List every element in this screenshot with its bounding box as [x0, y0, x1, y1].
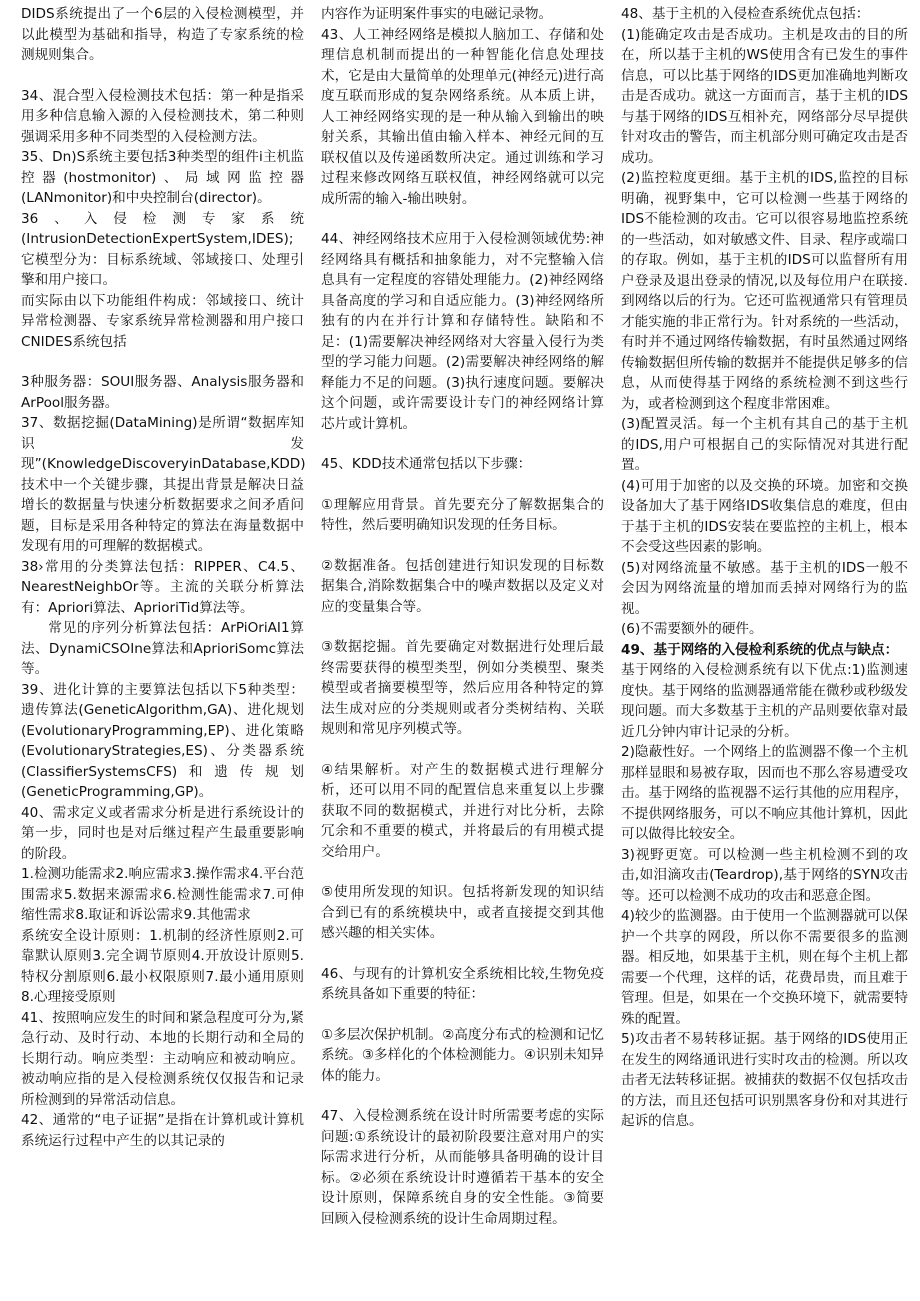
paragraph: 49、基于网络的入侵检利系统的优点与缺点： [621, 641, 899, 658]
paragraph: ③数据挖掘。首先要确定对数据进行处理后最终需要获得的模型类型，例如分类模型、聚类模型或者摘要模型等，然后应用各种特定的算法生成对应的分类规则或者分类树结构、关联规则和常见序列模式等。 [321, 639, 604, 737]
paragraph: 系统安全设计原则：1.机制的经济性原则2.可靠默认原则3.完全调节原则4.开放设计原则5.特权分割原则6.最小权限原则7.最小通用原则8.心理接受原则 [21, 927, 304, 1005]
paragraph: (1)能确定攻击是否成功。主机是攻击的目的所在，所以基于主机的WS使用含有已发生的事件信息，可以比基于网络的IDS更加准确地判断攻击是否成功。就这一方面而言，基于主机的IDS与基于网络的IDS互相补充，网络部分尽早提供针对攻击的警告，而主机部分则可确定攻击是否成功。 [621, 26, 908, 166]
text-column-left [21, 4, 304, 1151]
paragraph: 36、入侵检测专家系统(IntrusionDetectionExpertSystem,IDES);它模型分为：目标系统域、邻域接口、处理引擎和用户接口。 [21, 210, 304, 288]
paragraph-spacer [321, 434, 604, 454]
paragraph: ④结果解析。对产生的数据模式进行理解分析，还可以用不同的配置信息来重复以上步骤获取不同的数据模式，并进行对比分析，去除冗余和不重要的模式，并将最后的有用模式提交给用户。 [321, 761, 604, 860]
paragraph: 1.检测功能需求2.响应需求3.操作需求4.平台范围需求5.数据来源需求6.检测性能需求7.可伸缩性需求8.取证和诉讼需求9.其他需求 [21, 866, 304, 923]
paragraph: 38›常用的分类算法包括：RIPPER、C4.5、NearestNeighbOr等。主流的关联分析算法有：Apriori算法、AprioriTid算法等。 [21, 558, 304, 616]
paragraph: 3)视野更宽。可以检测一些主机检测不到的攻击,如泪滴攻击(Teardrop),基于网络的SYN攻击等。还可以检测不成功的攻击和恶意企图。 [621, 846, 908, 904]
paragraph: 43、人工神经网络是模拟人脑加工、存储和处理信息机制而提出的一种智能化信息处理技术，它是由大量简单的处理单元(神经元)进行高度互联而形成的复杂网络系统。从本质上讲，人工神经网络实现的是一种从输入到输出的映射关系，其输出值由输入样本、神经元间的互联权值以及传递函数所决定。通过训练和学习过程来修改网络互联权值，神经网络就可以完成所需的输入-输出映射。 [321, 26, 604, 207]
paragraph: ②数据准备。包括创建进行知识发现的目标数据集合,消除数据集合中的噪声数据以及定义对应的变量集合等。 [321, 557, 604, 615]
text-column-middle [321, 4, 604, 1229]
paragraph: 37、数据挖掘(DataMining)是所谓“数据库知识发现”(KnowledgeDiscoveryinDatabase,KDD)技术中一个关键步骤，其提出背景是解决日益增长的数据量与快速分析数据要求之间矛盾问题，目标是采用各种特定的算法在海量数据中发现有用的可理解的数据模式。 [21, 415, 306, 554]
paragraph: 5)攻击者不易转移证据。基于网络的IDS使用正在发生的网络通讯进行实时攻击的检测。所以攻击者无法转移证据。被捕获的数据不仅包括攻击的方法，而且还包括可识别黑客身份和对其进行起诉的信息。 [621, 1031, 908, 1129]
paragraph: 44、神经网络技术应用于入侵检测领域优势:神经网络具有概括和抽象能力，对不完整输入信息具有一定程度的容错处理能力。(2)神经网络具备高度的学习和自适应能力。(3)神经网络所独有的内在并行计算和存储特性。缺陷和不足：(1)需要解决神经网络对大容量入侵行为类型的学习能力问题。(2)需要解决神经网络的解释能力不足的问题。(3)执行速度问题。要解决这个问题，或许需要设计专门的神经网络计算芯片或计算机。 [321, 231, 604, 432]
paragraph: ①理解应用背景。首先要充分了解数据集合的特性，然后要明确知识发现的任务目标。 [321, 496, 604, 533]
paragraph: 3种服务器：SOUI服务器、Analysis服务器和ArPool服务器。 [21, 374, 304, 411]
paragraph: 35、Dn)S系统主要包括3种类型的组件i主机监控器(hostmonitor)、局域网监控器(LANmonitor)和中央控制台(director)。 [21, 149, 304, 206]
paragraph-spacer [321, 536, 604, 556]
paragraph: 34、混合型入侵检测技术包括：第一种是指采用多种信息输入源的入侵检测技术，第二种则强调采用多种不同类型的入侵检测方法。 [21, 87, 304, 145]
paragraph: 39、进化计算的主要算法包括以下5种类型：遗传算法(GeneticAlgorithm,GA)、进化规划(EvolutionaryProgramming,EP)、进化策略(EvolutionaryStrategies,ES)、分类器系统(ClassifierSystemsCFS)和遗传规划(GeneticProgramming,GP)。 [21, 681, 304, 800]
paragraph-spacer [321, 944, 604, 964]
paragraph: 45、KDD技术通常包括以下步骤： [321, 456, 532, 472]
paragraph: 41、按照响应发生的时间和紧急程度可分为,紧急行动、及时行动、本地的长期行动和全局的长期行动。响应类型：主动响应和被动响应。被动响应指的是入侵检测系统仅仅报告和记录所检测到的异常活动信息。 [21, 1009, 304, 1108]
paragraph: (5)对网络流量不敏感。基于主机的IDS一般不会因为网络流量的增加而丢掉对网络行为的监视。 [621, 559, 908, 617]
paragraph: 4)较少的监测器。由于使用一个监测器就可以保护一个共享的网段，所以你不需要很多的监测器。相反地，如果基于主机，则在每个主机上都需要一个代理，这样的话，花费昂贵，而且难于管理。但是，如果在一个交换环境下，就需要特殊的配置。 [621, 908, 908, 1027]
paragraph-spacer [321, 740, 604, 760]
paragraph: (4)可用于加密的以及交换的环境。加密和交换设备加大了基于网络IDS收集信息的难度，但由于基于主机的IDS安装在要监控的主机上，根本不会受这些因素的影响。 [621, 477, 908, 555]
paragraph: (3)配置灵活。每一个主机有其自己的基于主机的IDS,用户可根据自己的实际情况对其进行配置。 [621, 416, 908, 473]
text-column-right [621, 4, 908, 1132]
paragraph: 48、基于主机的入侵检查系统优点包括： [621, 6, 870, 22]
paragraph-spacer [321, 475, 604, 495]
paragraph: ⑤使用所发现的知识。包括将新发现的知识结合到已有的系统模块中，或者直接提交到其他感兴趣的相关实体。 [321, 884, 604, 941]
paragraph: (2)监控粒度更细。基于主机的IDS,监控的目标明确，视野集中，它可以检测一些基于网络的IDS不能检测的攻击。它可以很容易地监控系统的一些活动，如对敏感文件、目录、程序或端口的存取。例如，基于主机的IDS可以监督所有用户登录及退出登录的情况,以及每位用户在联接.到网络以后的行为。它还可监视通常只有管理员才能实施的非正常行为。针对系统的一些活动，有时并不通过网络传输数据，有时虽然通过网络传输数据但所传输的数据并不能提供足够多的信息，从而使得基于网络的系统检测不到这些行为，或者检测到这个程度非常困难。 [621, 170, 908, 412]
paragraph: 40、需求定义或者需求分析是进行系统设计的第一步，同时也是对后继过程产生最重要影响的阶段。 [21, 804, 304, 862]
paragraph: 内容作为证明案件事实的电磁记录物。 [321, 6, 553, 22]
paragraph: 42、通常的“电子证据”是指在计算机或计算机系统运行过程中产生的以其记录的 [21, 1112, 304, 1149]
paragraph: 而实际由以下功能组件构成：邻域接口、统计异常检测器、专家系统异常检测器和用户接口CNIDES系统包括 [21, 292, 304, 350]
paragraph-spacer [321, 1086, 604, 1106]
paragraph-spacer [21, 352, 304, 372]
paragraph-spacer [321, 209, 604, 229]
paragraph-spacer [321, 1005, 604, 1025]
paragraph: DIDS系统提出了一个6层的入侵检测模型，并以此模型为基础和指导，构造了专家系统的检测规则集合。 [21, 6, 304, 63]
paragraph: 2)隐蔽性好。一个网络上的监测器不像一个主机那样显眼和易被存取，因而也不那么容易遭受攻击。基于网络的监视器不运行其他的应用程序，不提供网络服务，可以不响应其他计算机，因此可以做得比较安全。 [621, 744, 908, 842]
paragraph-spacer [321, 617, 604, 637]
paragraph: 常见的序列分析算法包括：ArPiOriAI1算法、DynamiCSOIne算法和AprioriSomc算法等。 [21, 620, 304, 677]
paragraph: 47、入侵检测系统在设计时所需要考虑的实际问题:①系统设计的最初阶段要注意对用户的实际需求进行分析，从而能够具备明确的设计目标。②必须在系统设计时遵循若干基本的安全设计原则，保障系统自身的安全性能。③简要回顾入侵检测系统的设计生命周期过程。 [321, 1108, 604, 1227]
paragraph-spacer [21, 66, 304, 86]
paragraph: ①多层次保护机制。②高度分布式的检测和记忆系统。③多样化的个体检测能力。④识别未知异体的能力。 [321, 1026, 604, 1084]
paragraph: 基于网络的入侵检测系统有以下优点:1)监测速度快。基于网络的监测器通常能在微秒或秒级发现问题。而大多数基于主机的产品则要依靠对最近几分钟内审计记录的分析。 [621, 662, 908, 740]
paragraph: (6)不需要额外的硬件。 [621, 621, 763, 637]
paragraph: 46、与现有的计算机安全系统相比较,生物免疫系统具备如下重要的特征： [321, 965, 604, 1002]
paragraph-spacer [321, 862, 604, 882]
